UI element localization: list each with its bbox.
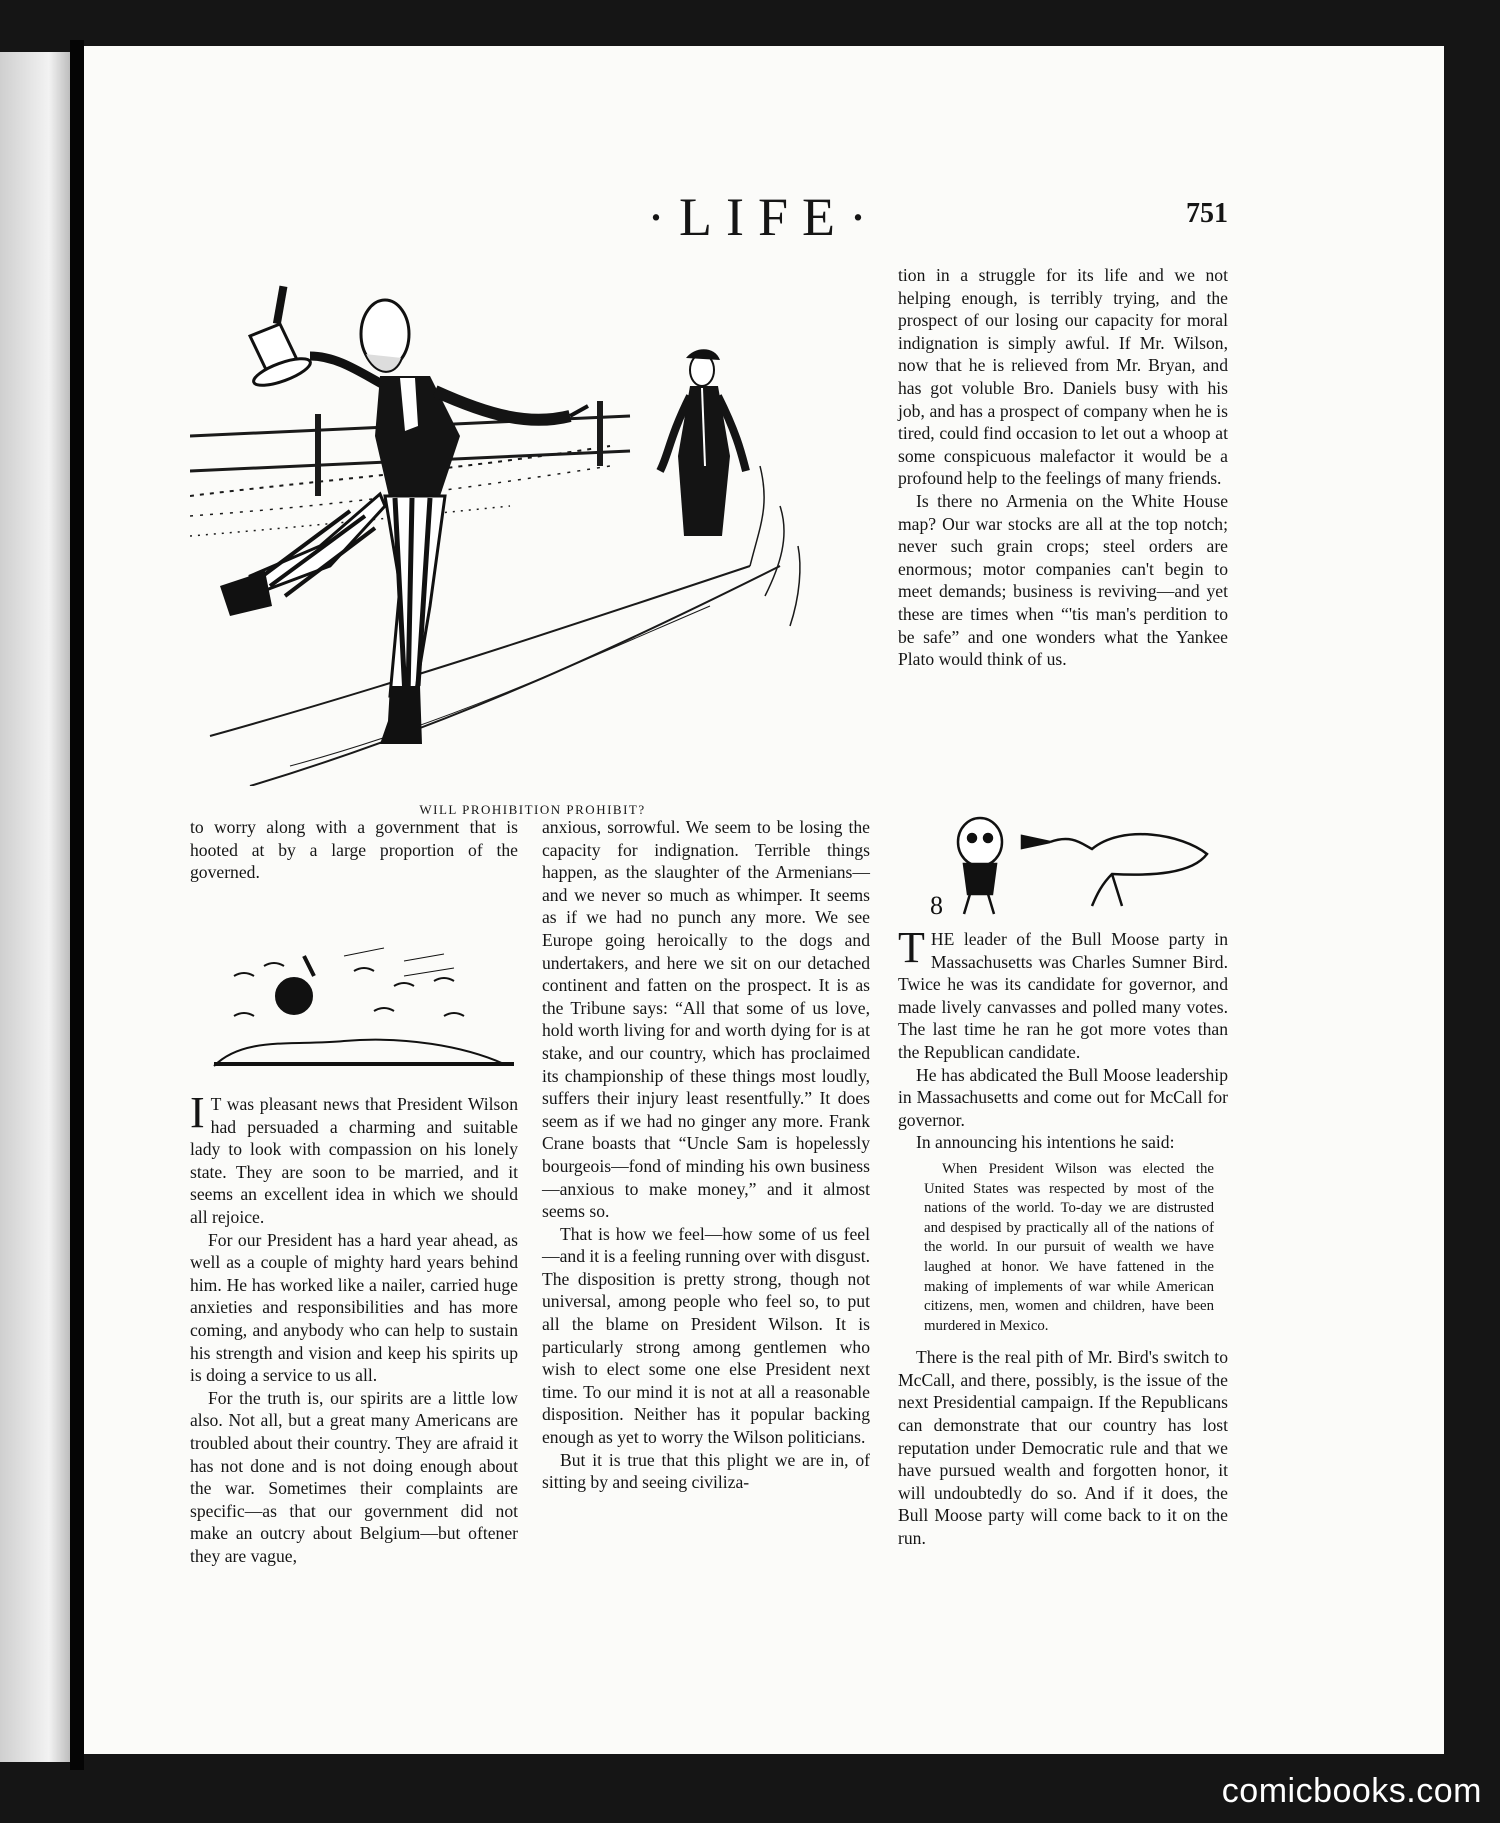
- dropcap: T: [898, 923, 925, 972]
- paragraph: There is the real pith of Mr. Bird's switch to McCall, and there, possibly, is the issue of the next Presidential campaign. If the Republicans can demonstrate that our country has lost reputation under Democratic rule and that we have pursued wealth and forgotten honor, it will undoubtedly do so. And if it does, the Bull Moose party will come back to it on the run.: [898, 1347, 1228, 1549]
- facing-page-edge: [0, 52, 70, 1762]
- watermark: comicbooks.com: [1221, 1772, 1482, 1810]
- column-3-continued: [898, 923, 1228, 1550]
- paragraph: That is how we feel—how some of us feel—and it is a feeling running over with disgust. The disposition is pretty strong, though not universal, among people who feel so, to put all the blame on President Wilson. It is particularly strong among gentlemen who wish to elect some one else President next time. To our mind it is not at all a reasonable disposition. Neither has it popular backing enough as yet to worry the Wilson politicians.: [542, 1223, 870, 1448]
- paragraph: He has abdicated the Bull Moose leadership in Massachusetts and come out for McCall for governor.: [898, 1064, 1228, 1130]
- quote-text: When President Wilson was elected the United States was respected by most of the nations of the world. To-day we are distrusted and despised by practically all of the nations of the world. In our pursuit of wealth we have laughed at honor. We have fattened in the making of implements of war while American citizens, men, women and children, have been murdered in Mexico.: [924, 1160, 1214, 1334]
- paragraph: THE leader of the Bull Moose party in Massachusetts was Charles Sumner Bird. Twice he was its candidate for governor, and made lively canvasses and polled many votes. The last time he ran he got more votes than the Republican candidate.: [898, 923, 1228, 1062]
- paragraph: Is there no Armenia on the White House map? Our war stocks are all at the top notch; never such grain crops; steel orders are enormous; motor companies can't begin to meet demands; business is reviving—and yet these are times when “'tis man's perdition to be safe” and one wonders what the Yankee Plato would think of us.: [898, 490, 1228, 670]
- paragraph: anxious, sorrowful. We seem to be losing the capacity for indignation. Terrible things happen, as the slaughter of the Armenians—and we never so much as whimper. It seems as if we had no punch any more. We see Europe going heroically to the dogs and undertakers, and here we sit on our detached continent and fatten on the prospect. It is as the Tribune says: “All that some of us love, hold worth living for and worth dying for is at stake, and our country, which has proclaimed its championship of these things most loudly, suffers their injury least resentfully.” It does seem as if we had no ginger any more. Frank Crane boasts that “Uncle Sam is hopelessly bourgeois—fond of minding his own business—anxious to make money,” and it almost seems so.: [542, 817, 870, 1222]
- column-3: [898, 264, 1228, 671]
- paragraph: In announcing his intentions he said:: [916, 1132, 1175, 1153]
- page-number: 751: [1186, 198, 1228, 229]
- goose-and-boy-drawing: [922, 814, 1212, 924]
- small-figure-drawing: [204, 936, 524, 1086]
- paragraph: But it is true that this plight we are in, of sitting by and seeing civiliza-: [542, 1449, 870, 1493]
- magazine-page: [84, 46, 1444, 1754]
- prohibition-cartoon: [190, 266, 875, 786]
- masthead: ·LIFE·: [647, 187, 881, 247]
- paragraph: For the truth is, our spirits are a little low also. Not all, but a great many Americans are troubled about their country. They are afraid it has not done and is not doing enough about the war. Sometimes their complaints are specific—as that our government did not make an outcry about Belgium—but oftener they are vague,: [190, 1387, 518, 1566]
- paragraph: For our President has a hard year ahead, as well as a couple of mighty hard years behind him. He has worked like a nailer, carried huge anxieties and responsibilities and has more coming, and anybody who can help to sustain his strength and vision and keep his spirits up is doing a service to us all.: [190, 1229, 518, 1386]
- paragraph: to worry along with a government that is hooted at by a large proportion of the governed.: [190, 817, 518, 883]
- paragraph: I T was pleasant news that President Wilson had persuaded a charming and suitable lady to look with compassion on his lonely state. They are soon to be married, and it seems an excellent idea in which we should all rejoice.: [190, 1088, 518, 1227]
- block-quote: [924, 1160, 1214, 1336]
- dropcap: I: [190, 1088, 205, 1137]
- paragraph: tion in a struggle for its life and we not helping enough, is terribly trying, and the prospect of our losing our capacity for moral indignation is simply awful. If Mr. Wilson, now that he is relieved from Mr. Bryan, and has got voluble Bro. Daniels busy with his job, and has a prospect of company when he is tired, could find occasion to let out a whoop at some conspicuous malefactor it would be a profound help to the feelings of many friends.: [898, 265, 1228, 489]
- binding-gutter: [70, 40, 84, 1770]
- column-2: [542, 816, 870, 1494]
- column-1-continued: [190, 1088, 518, 1567]
- cartoon-caption: WILL PROHIBITION PROHIBIT?: [419, 802, 646, 817]
- column-1: [190, 816, 518, 884]
- svg-text:8: 8: [930, 891, 943, 920]
